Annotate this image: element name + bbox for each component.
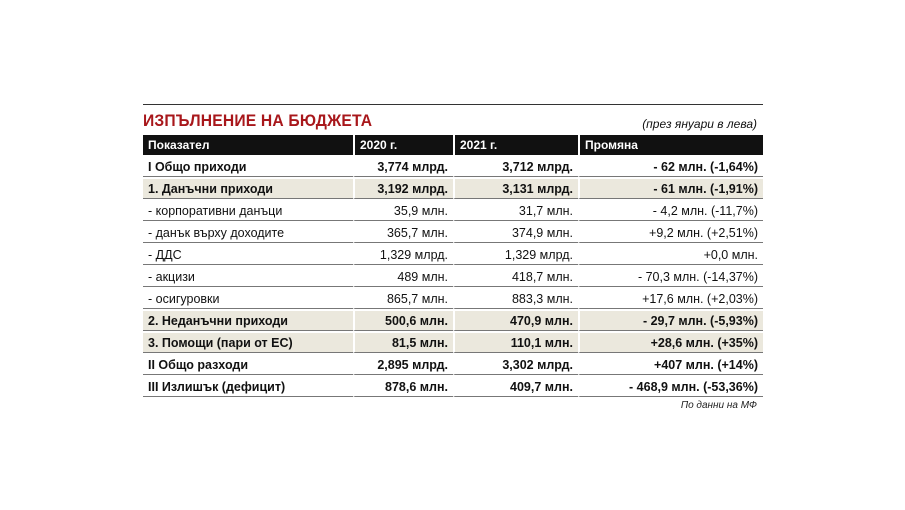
value-2021: 110,1 млн. <box>453 333 578 353</box>
value-change: - 4,2 млн. (-11,7%) <box>578 201 763 221</box>
value-change: - 70,3 млн. (-14,37%) <box>578 267 763 287</box>
table-row <box>143 179 763 199</box>
table-title: ИЗПЪЛНЕНИЕ НА БЮДЖЕТА <box>143 111 373 130</box>
table-row <box>143 355 763 375</box>
value-2021: 470,9 млн. <box>453 311 578 331</box>
table-row <box>143 289 763 309</box>
value-2021: 409,7 млн. <box>453 377 578 397</box>
row-label: - акцизи <box>143 267 353 287</box>
source-note: По данни на МФ <box>680 400 757 411</box>
value-2021: 3,302 млрд. <box>453 355 578 375</box>
value-2020: 365,7 млн. <box>353 223 453 243</box>
column-header-change: Промяна <box>578 135 763 155</box>
value-2021: 418,7 млн. <box>453 267 578 287</box>
value-change: +9,2 млн. (+2,51%) <box>578 223 763 243</box>
row-label: 2. Неданъчни приходи <box>143 311 353 331</box>
table-subtitle: (през януари в лева) <box>642 117 757 131</box>
row-label: 1. Данъчни приходи <box>143 179 353 199</box>
table-row <box>143 201 763 221</box>
table-row <box>143 311 763 331</box>
value-2021: 1,329 млрд. <box>453 245 578 265</box>
table-row <box>143 377 763 397</box>
table-row <box>143 333 763 353</box>
row-label: - корпоративни данъци <box>143 201 353 221</box>
value-change: - 62 млн. (-1,64%) <box>578 157 763 177</box>
value-2020: 500,6 млн. <box>353 311 453 331</box>
row-label: - данък върху доходите <box>143 223 353 243</box>
title-row <box>143 105 763 131</box>
value-2020: 2,895 млрд. <box>353 355 453 375</box>
value-change: - 468,9 млн. (-53,36%) <box>578 377 763 397</box>
value-2020: 3,192 млрд. <box>353 179 453 199</box>
value-2020: 1,329 млрд. <box>353 245 453 265</box>
value-change: +28,6 млн. (+35%) <box>578 333 763 353</box>
column-header-2020: 2020 г. <box>353 135 453 155</box>
row-label: - ДДС <box>143 245 353 265</box>
value-change: +407 млн. (+14%) <box>578 355 763 375</box>
table-row <box>143 223 763 243</box>
budget-table <box>143 133 763 399</box>
table-header-row <box>143 135 763 155</box>
table-row <box>143 267 763 287</box>
value-2020: 489 млн. <box>353 267 453 287</box>
table-row <box>143 157 763 177</box>
budget-table-card <box>143 104 763 411</box>
row-label: 3. Помощи (пари от ЕС) <box>143 333 353 353</box>
column-header-2021: 2021 г. <box>453 135 578 155</box>
value-change: +0,0 млн. <box>578 245 763 265</box>
value-2021: 3,712 млрд. <box>453 157 578 177</box>
value-2020: 3,774 млрд. <box>353 157 453 177</box>
value-2020: 878,6 млн. <box>353 377 453 397</box>
row-label: I Общо приходи <box>143 157 353 177</box>
value-2020: 865,7 млн. <box>353 289 453 309</box>
table-row <box>143 245 763 265</box>
value-2020: 81,5 млн. <box>353 333 453 353</box>
value-2020: 35,9 млн. <box>353 201 453 221</box>
row-label: - осигуровки <box>143 289 353 309</box>
value-2021: 883,3 млн. <box>453 289 578 309</box>
value-2021: 374,9 млн. <box>453 223 578 243</box>
value-change: +17,6 млн. (+2,03%) <box>578 289 763 309</box>
value-change: - 61 млн. (-1,91%) <box>578 179 763 199</box>
row-label: II Общо разходи <box>143 355 353 375</box>
value-2021: 31,7 млн. <box>453 201 578 221</box>
row-label: III Излишък (дефицит) <box>143 377 353 397</box>
column-header-indicator: Показател <box>143 135 353 155</box>
value-2021: 3,131 млрд. <box>453 179 578 199</box>
value-change: - 29,7 млн. (-5,93%) <box>578 311 763 331</box>
